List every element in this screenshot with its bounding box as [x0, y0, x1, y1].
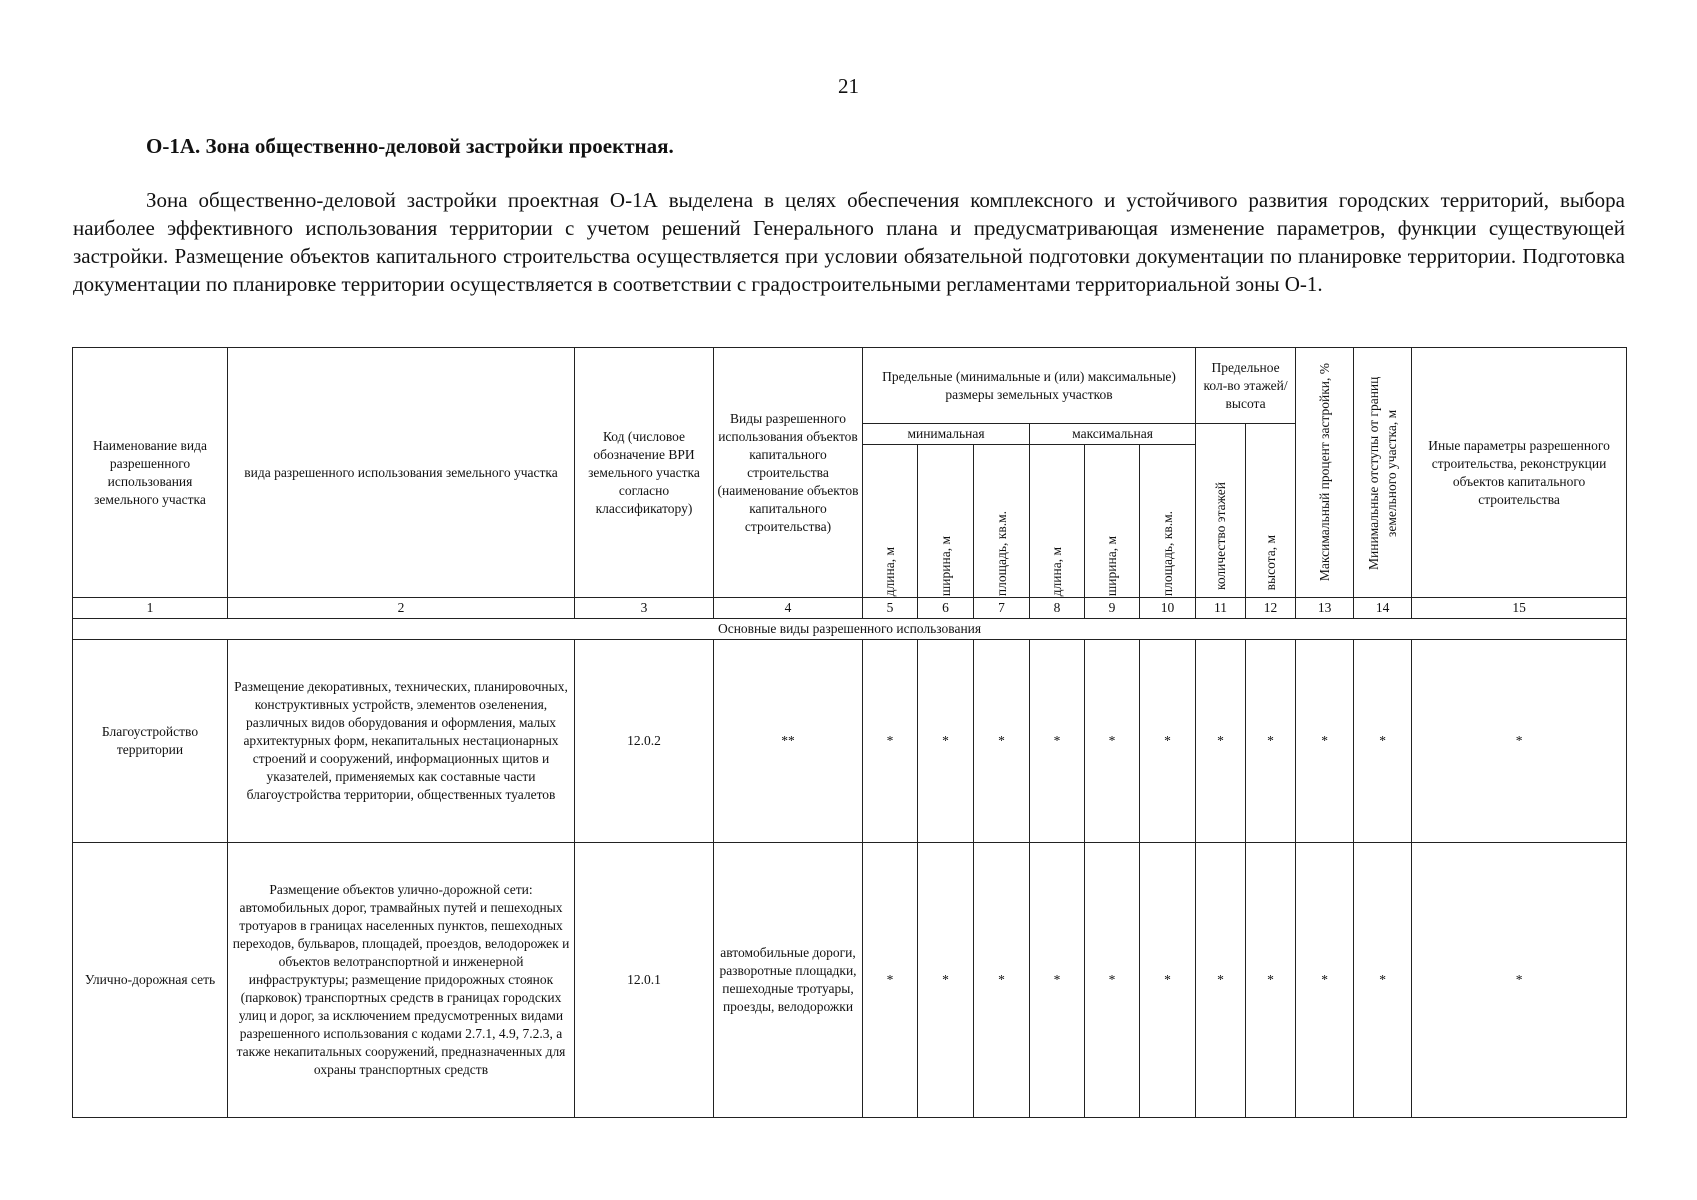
param-cell: *: [1354, 640, 1412, 843]
column-number: 10: [1140, 598, 1196, 619]
column-number: 6: [918, 598, 974, 619]
use-code: 12.0.2: [575, 640, 714, 843]
column-number: 7: [974, 598, 1030, 619]
param-cell: *: [1030, 640, 1085, 843]
param-cell: *: [1296, 640, 1354, 843]
column-number: 4: [714, 598, 863, 619]
header-min-area: площадь, кв.м.: [974, 445, 1030, 598]
header-max-percent: Максимальный процент застройки, %: [1296, 348, 1354, 598]
header-height: высота, м: [1246, 424, 1296, 598]
use-name: Благоустройство территории: [73, 640, 228, 843]
column-number: 12: [1246, 598, 1296, 619]
param-cell: *: [1296, 843, 1354, 1118]
param-cell: *: [863, 843, 918, 1118]
header-min-width: ширина, м: [918, 445, 974, 598]
param-cell: *: [863, 640, 918, 843]
use-objects: автомобильные дороги, разворотные площадки, пешеходные тротуары, проезды, велодорожки: [714, 843, 863, 1118]
header-min-setbacks: Минимальные отступы от границ земельного участка, м: [1354, 348, 1412, 598]
header-other-params: Иные параметры разрешенного строительства, реконструкции объектов капитального строительства: [1412, 348, 1627, 598]
column-number: 1: [73, 598, 228, 619]
param-cell: *: [974, 640, 1030, 843]
use-name: Улично-дорожная сеть: [73, 843, 228, 1118]
header-floors-height: Предельное кол-во этажей/ высота: [1196, 348, 1296, 424]
column-number: 8: [1030, 598, 1085, 619]
zone-description-paragraph: Зона общественно-деловой застройки проектная О-1А выделена в целях обеспечения комплексного и устойчивого развития городских территорий, выбора наиболее эффективного использования территории с учетом решений Генерального плана и предусматривающая изменение параметров, функции существующей застройки. Размещение объектов капитального строительства осуществляется при условии обязательной подготовки документации по планировке территории. Подготовка документации по планировке территории осуществляется в соответствии с градостроительными регламентами территориальной зоны О-1.: [73, 188, 1625, 296]
header-name: Наименование вида разрешенного использования земельного участка: [73, 348, 228, 598]
param-cell: *: [1085, 843, 1140, 1118]
param-cell: *: [918, 640, 974, 843]
section-heading: О-1А. Зона общественно-деловой застройки проектная.: [146, 134, 674, 158]
page-number: 21: [838, 74, 859, 98]
header-min-length: длина, м: [863, 445, 918, 598]
header-description: вида разрешенного использования земельного участка: [228, 348, 575, 598]
param-cell: *: [1140, 640, 1196, 843]
use-code: 12.0.1: [575, 843, 714, 1118]
param-cell: *: [918, 843, 974, 1118]
section-row: [73, 619, 1627, 640]
param-cell: *: [1085, 640, 1140, 843]
param-cell: *: [1196, 843, 1246, 1118]
table-row: [73, 843, 1627, 1118]
header-plot-sizes: Предельные (минимальные и (или) максимальные) размеры земельных участков: [863, 348, 1196, 424]
param-cell: *: [974, 843, 1030, 1118]
param-cell: *: [1246, 640, 1296, 843]
param-cell: *: [1030, 843, 1085, 1118]
param-cell: *: [1246, 843, 1296, 1118]
column-number: 2: [228, 598, 575, 619]
header-max-length: длина, м: [1030, 445, 1085, 598]
section-title: Основные виды разрешенного использования: [73, 619, 1627, 640]
column-number: 15: [1412, 598, 1627, 619]
param-cell: *: [1354, 843, 1412, 1118]
column-number: 11: [1196, 598, 1246, 619]
param-cell: *: [1140, 843, 1196, 1118]
header-objects: Виды разрешенного использования объектов капитального строительства (наименование объектов капитального строительства): [714, 348, 863, 598]
param-cell: *: [1412, 640, 1627, 843]
param-cell: *: [1412, 843, 1627, 1118]
header-code: Код (числовое обозначение ВРИ земельного участка согласно классификатору): [575, 348, 714, 598]
column-number: 14: [1354, 598, 1412, 619]
use-objects: **: [714, 640, 863, 843]
column-number: 5: [863, 598, 918, 619]
header-max-width: ширина, м: [1085, 445, 1140, 598]
param-cell: *: [1196, 640, 1246, 843]
regulations-table: [72, 347, 1627, 1118]
column-number: 9: [1085, 598, 1140, 619]
header-floors-count: количество этажей: [1196, 424, 1246, 598]
header-row-1: [73, 348, 1627, 424]
column-number: 13: [1296, 598, 1354, 619]
column-number: 3: [575, 598, 714, 619]
use-description: Размещение объектов улично-дорожной сети: автомобильных дорог, трамвайных путей и пешеходных тротуаров в границах населенных пунктов, пешеходных переходов, бульваров, площадей, проездов, велодорожек и объектов велотранспортной и инженерной инфраструктуры; размещение придорожных стоянок (парковок) транспортных средств в границах городских улиц и дорог, за исключением предусмотренных видами разрешенного использования с кодами 2.7.1, 4.9, 7.2.3, а также некапитальных сооружений, предназначенных для охраны транспортных средств: [228, 843, 575, 1118]
header-minimum: минимальная: [863, 424, 1030, 445]
header-max-area: площадь, кв.м.: [1140, 445, 1196, 598]
table-row: [73, 640, 1627, 843]
column-numbers-row: [73, 598, 1627, 619]
header-maximum: максимальная: [1030, 424, 1196, 445]
use-description: Размещение декоративных, технических, планировочных, конструктивных устройств, элементов озеленения, различных видов оборудования и оформления, малых архитектурных форм, некапитальных нестационарных строений и сооружений, информационных щитов и указателей, применяемых как составные части благоустройства территории, общественных туалетов: [228, 640, 575, 843]
